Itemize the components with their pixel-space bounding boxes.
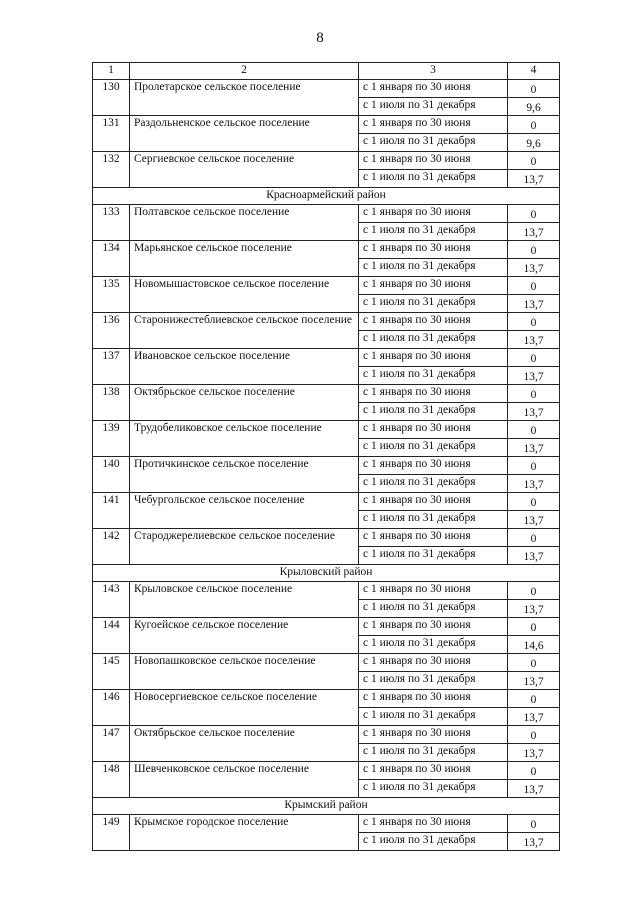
period-first-half: с 1 января по 30 июня [359,205,508,223]
table-row [93,116,560,134]
value-first-half-text: 0 [530,730,537,742]
value-second-half-text: 13,7 [523,371,544,383]
value-second-half-text: 13,7 [523,712,544,724]
value-first-half-text: 0 [530,586,537,598]
period-first-half: с 1 января по 30 июня [359,529,508,547]
settlement-name: Новосергиевское сельское поселение [130,690,359,726]
row-number: 136 [93,313,130,349]
period-first-half: с 1 января по 30 июня [359,241,508,259]
period-second-half: с 1 июля по 31 декабря [359,636,508,654]
value-first-half-text: 0 [530,353,537,365]
settlement-name: Раздольненское сельское поселение [130,116,359,152]
value-first-half [508,116,560,134]
settlement-name: Чебургольское сельское поселение [130,493,359,529]
period-second-half: с 1 июля по 31 декабря [359,708,508,726]
value-first-half [508,762,560,780]
period-second-half: с 1 июля по 31 декабря [359,475,508,493]
period-second-half: с 1 июля по 31 декабря [359,439,508,457]
value-second-half-text: 13,7 [523,604,544,616]
value-second-half [508,744,560,762]
period-second-half: с 1 июля по 31 декабря [359,780,508,798]
settlement-name: Марьянское сельское поселение [130,241,359,277]
value-second-half [508,367,560,385]
table-row [93,152,560,170]
settlement-name: Староджерелиевское сельское поселение [130,529,359,565]
settlement-name: Крыловское сельское поселение [130,582,359,618]
value-first-half-text: 0 [530,389,537,401]
settlement-name: Ивановское сельское поселение [130,349,359,385]
value-first-half [508,80,560,98]
value-second-half [508,259,560,277]
header-col-2: 2 [130,63,359,80]
settlement-name: Трудобеликовское сельское поселение [130,421,359,457]
value-first-half-text: 0 [530,622,537,634]
table-row [93,618,560,636]
value-second-half [508,511,560,529]
period-first-half: с 1 января по 30 июня [359,726,508,744]
period-first-half: с 1 января по 30 июня [359,313,508,331]
settlement-name: Новомышастовское сельское поселение [130,277,359,313]
period-second-half: с 1 июля по 31 декабря [359,134,508,152]
settlement-name: Октябрьское сельское поселение [130,385,359,421]
table-row [93,349,560,367]
page-number: 8 [316,30,324,46]
period-first-half: с 1 января по 30 июня [359,349,508,367]
table-row [93,80,560,98]
row-number: 146 [93,690,130,726]
value-first-half [508,582,560,600]
value-first-half [508,618,560,636]
period-second-half: с 1 июля по 31 декабря [359,367,508,385]
value-first-half-text: 0 [530,245,537,257]
settlement-name: Полтавское сельское поселение [130,205,359,241]
value-second-half [508,98,560,116]
value-second-half [508,134,560,152]
table-row [93,762,560,780]
period-second-half: с 1 июля по 31 декабря [359,259,508,277]
value-second-half-text: 9,6 [526,138,541,150]
value-first-half-text: 0 [530,658,537,670]
period-first-half: с 1 января по 30 июня [359,116,508,134]
row-number: 142 [93,529,130,565]
period-first-half: с 1 января по 30 июня [359,457,508,475]
row-number: 138 [93,385,130,421]
row-number: 131 [93,116,130,152]
value-first-half-text: 0 [530,461,537,473]
table-row [93,277,560,295]
value-second-half-text: 13,7 [523,515,544,527]
settlement-name: Пролетарское сельское поселение [130,80,359,116]
table-row [93,205,560,223]
region-header-row [93,188,560,205]
value-second-half [508,403,560,421]
value-second-half-text: 13,7 [523,748,544,760]
value-second-half-text: 13,7 [523,837,544,849]
header-col-3: 3 [359,63,508,80]
value-first-half-text: 0 [530,425,537,437]
row-number: 149 [93,815,130,851]
value-first-half [508,241,560,259]
value-second-half [508,547,560,565]
region-title: Крымский район [93,798,560,815]
value-first-half-text: 0 [530,317,537,329]
value-first-half [508,205,560,223]
value-first-half-text: 0 [530,497,537,509]
value-second-half-text: 13,7 [523,676,544,688]
period-second-half: с 1 июля по 31 декабря [359,295,508,313]
value-second-half [508,600,560,618]
table-row [93,241,560,259]
value-second-half-text: 13,7 [523,263,544,275]
value-first-half-text: 0 [530,209,537,221]
period-second-half: с 1 июля по 31 декабря [359,98,508,116]
period-second-half: с 1 июля по 31 декабря [359,672,508,690]
header-col-1: 1 [93,63,130,80]
period-second-half: с 1 июля по 31 декабря [359,403,508,421]
period-second-half: с 1 июля по 31 декабря [359,331,508,349]
value-first-half [508,421,560,439]
table-row [93,385,560,403]
value-first-half-text: 0 [530,533,537,545]
period-second-half: с 1 июля по 31 декабря [359,547,508,565]
row-number: 139 [93,421,130,457]
value-second-half [508,636,560,654]
period-first-half: с 1 января по 30 июня [359,493,508,511]
row-number: 145 [93,654,130,690]
region-title: Крыловский район [93,565,560,582]
value-second-half [508,833,560,851]
period-second-half: с 1 июля по 31 декабря [359,170,508,188]
value-first-half [508,152,560,170]
value-first-half [508,726,560,744]
value-second-half-text: 13,7 [523,227,544,239]
value-first-half [508,654,560,672]
table-row [93,493,560,511]
row-number: 137 [93,349,130,385]
table-row [93,726,560,744]
row-number: 133 [93,205,130,241]
value-first-half [508,349,560,367]
table-header-row [93,63,560,80]
value-second-half [508,780,560,798]
period-second-half: с 1 июля по 31 декабря [359,744,508,762]
period-first-half: с 1 января по 30 июня [359,690,508,708]
period-first-half: с 1 января по 30 июня [359,385,508,403]
header-col-4: 4 [508,63,560,80]
value-second-half [508,223,560,241]
value-second-half [508,672,560,690]
settlement-name: Крымское городское поселение [130,815,359,851]
value-first-half-text: 0 [530,819,537,831]
period-first-half: с 1 января по 30 июня [359,421,508,439]
settlement-name: Октябрьское сельское поселение [130,726,359,762]
row-number: 140 [93,457,130,493]
value-first-half [508,385,560,403]
period-second-half: с 1 июля по 31 декабря [359,833,508,851]
value-first-half [508,277,560,295]
region-header-row [93,798,560,815]
value-first-half-text: 0 [530,281,537,293]
period-first-half: с 1 января по 30 июня [359,80,508,98]
row-number: 135 [93,277,130,313]
value-second-half-text: 14,6 [523,640,544,652]
settlement-name: Старонижестеблиевское сельское поселение [130,313,359,349]
value-first-half-text: 0 [530,766,537,778]
period-first-half: с 1 января по 30 июня [359,277,508,295]
settlement-name: Новопашковское сельское поселение [130,654,359,690]
rates-table [92,62,560,851]
table-row [93,815,560,833]
row-number: 143 [93,582,130,618]
value-second-half-text: 13,7 [523,443,544,455]
settlement-name: Протичкинское сельское поселение [130,457,359,493]
period-first-half: с 1 января по 30 июня [359,618,508,636]
table-row [93,529,560,547]
period-first-half: с 1 января по 30 июня [359,762,508,780]
value-first-half-text: 0 [530,120,537,132]
value-second-half [508,295,560,313]
row-number: 130 [93,80,130,116]
period-second-half: с 1 июля по 31 декабря [359,511,508,529]
row-number: 147 [93,726,130,762]
row-number: 141 [93,493,130,529]
table-row [93,457,560,475]
settlement-name: Кугоейское сельское поселение [130,618,359,654]
value-first-half [508,493,560,511]
period-first-half: с 1 января по 30 июня [359,152,508,170]
value-second-half [508,475,560,493]
value-first-half [508,457,560,475]
value-second-half-text: 9,6 [526,102,541,114]
value-first-half [508,313,560,331]
value-second-half [508,708,560,726]
period-first-half: с 1 января по 30 июня [359,815,508,833]
table-row [93,582,560,600]
row-number: 148 [93,762,130,798]
region-header-row [93,565,560,582]
table-row [93,313,560,331]
value-second-half [508,439,560,457]
value-second-half-text: 13,7 [523,299,544,311]
row-number: 134 [93,241,130,277]
value-first-half-text: 0 [530,156,537,168]
value-second-half-text: 13,7 [523,551,544,563]
row-number: 132 [93,152,130,188]
table-row [93,421,560,439]
region-title: Красноармейский район [93,188,560,205]
value-second-half-text: 13,7 [523,479,544,491]
row-number: 144 [93,618,130,654]
value-second-half-text: 13,7 [523,784,544,796]
period-second-half: с 1 июля по 31 декабря [359,600,508,618]
value-second-half [508,170,560,188]
value-second-half-text: 13,7 [523,335,544,347]
value-first-half [508,529,560,547]
period-first-half: с 1 января по 30 июня [359,582,508,600]
value-first-half [508,815,560,833]
table-row [93,654,560,672]
value-second-half [508,331,560,349]
value-second-half-text: 13,7 [523,407,544,419]
table-row [93,690,560,708]
value-first-half [508,690,560,708]
value-second-half-text: 13,7 [523,174,544,186]
settlement-name: Шевченковское сельское поселение [130,762,359,798]
period-first-half: с 1 января по 30 июня [359,654,508,672]
value-first-half-text: 0 [530,694,537,706]
period-second-half: с 1 июля по 31 декабря [359,223,508,241]
value-first-half-text: 0 [530,84,537,96]
settlement-name: Сергиевское сельское поселение [130,152,359,188]
